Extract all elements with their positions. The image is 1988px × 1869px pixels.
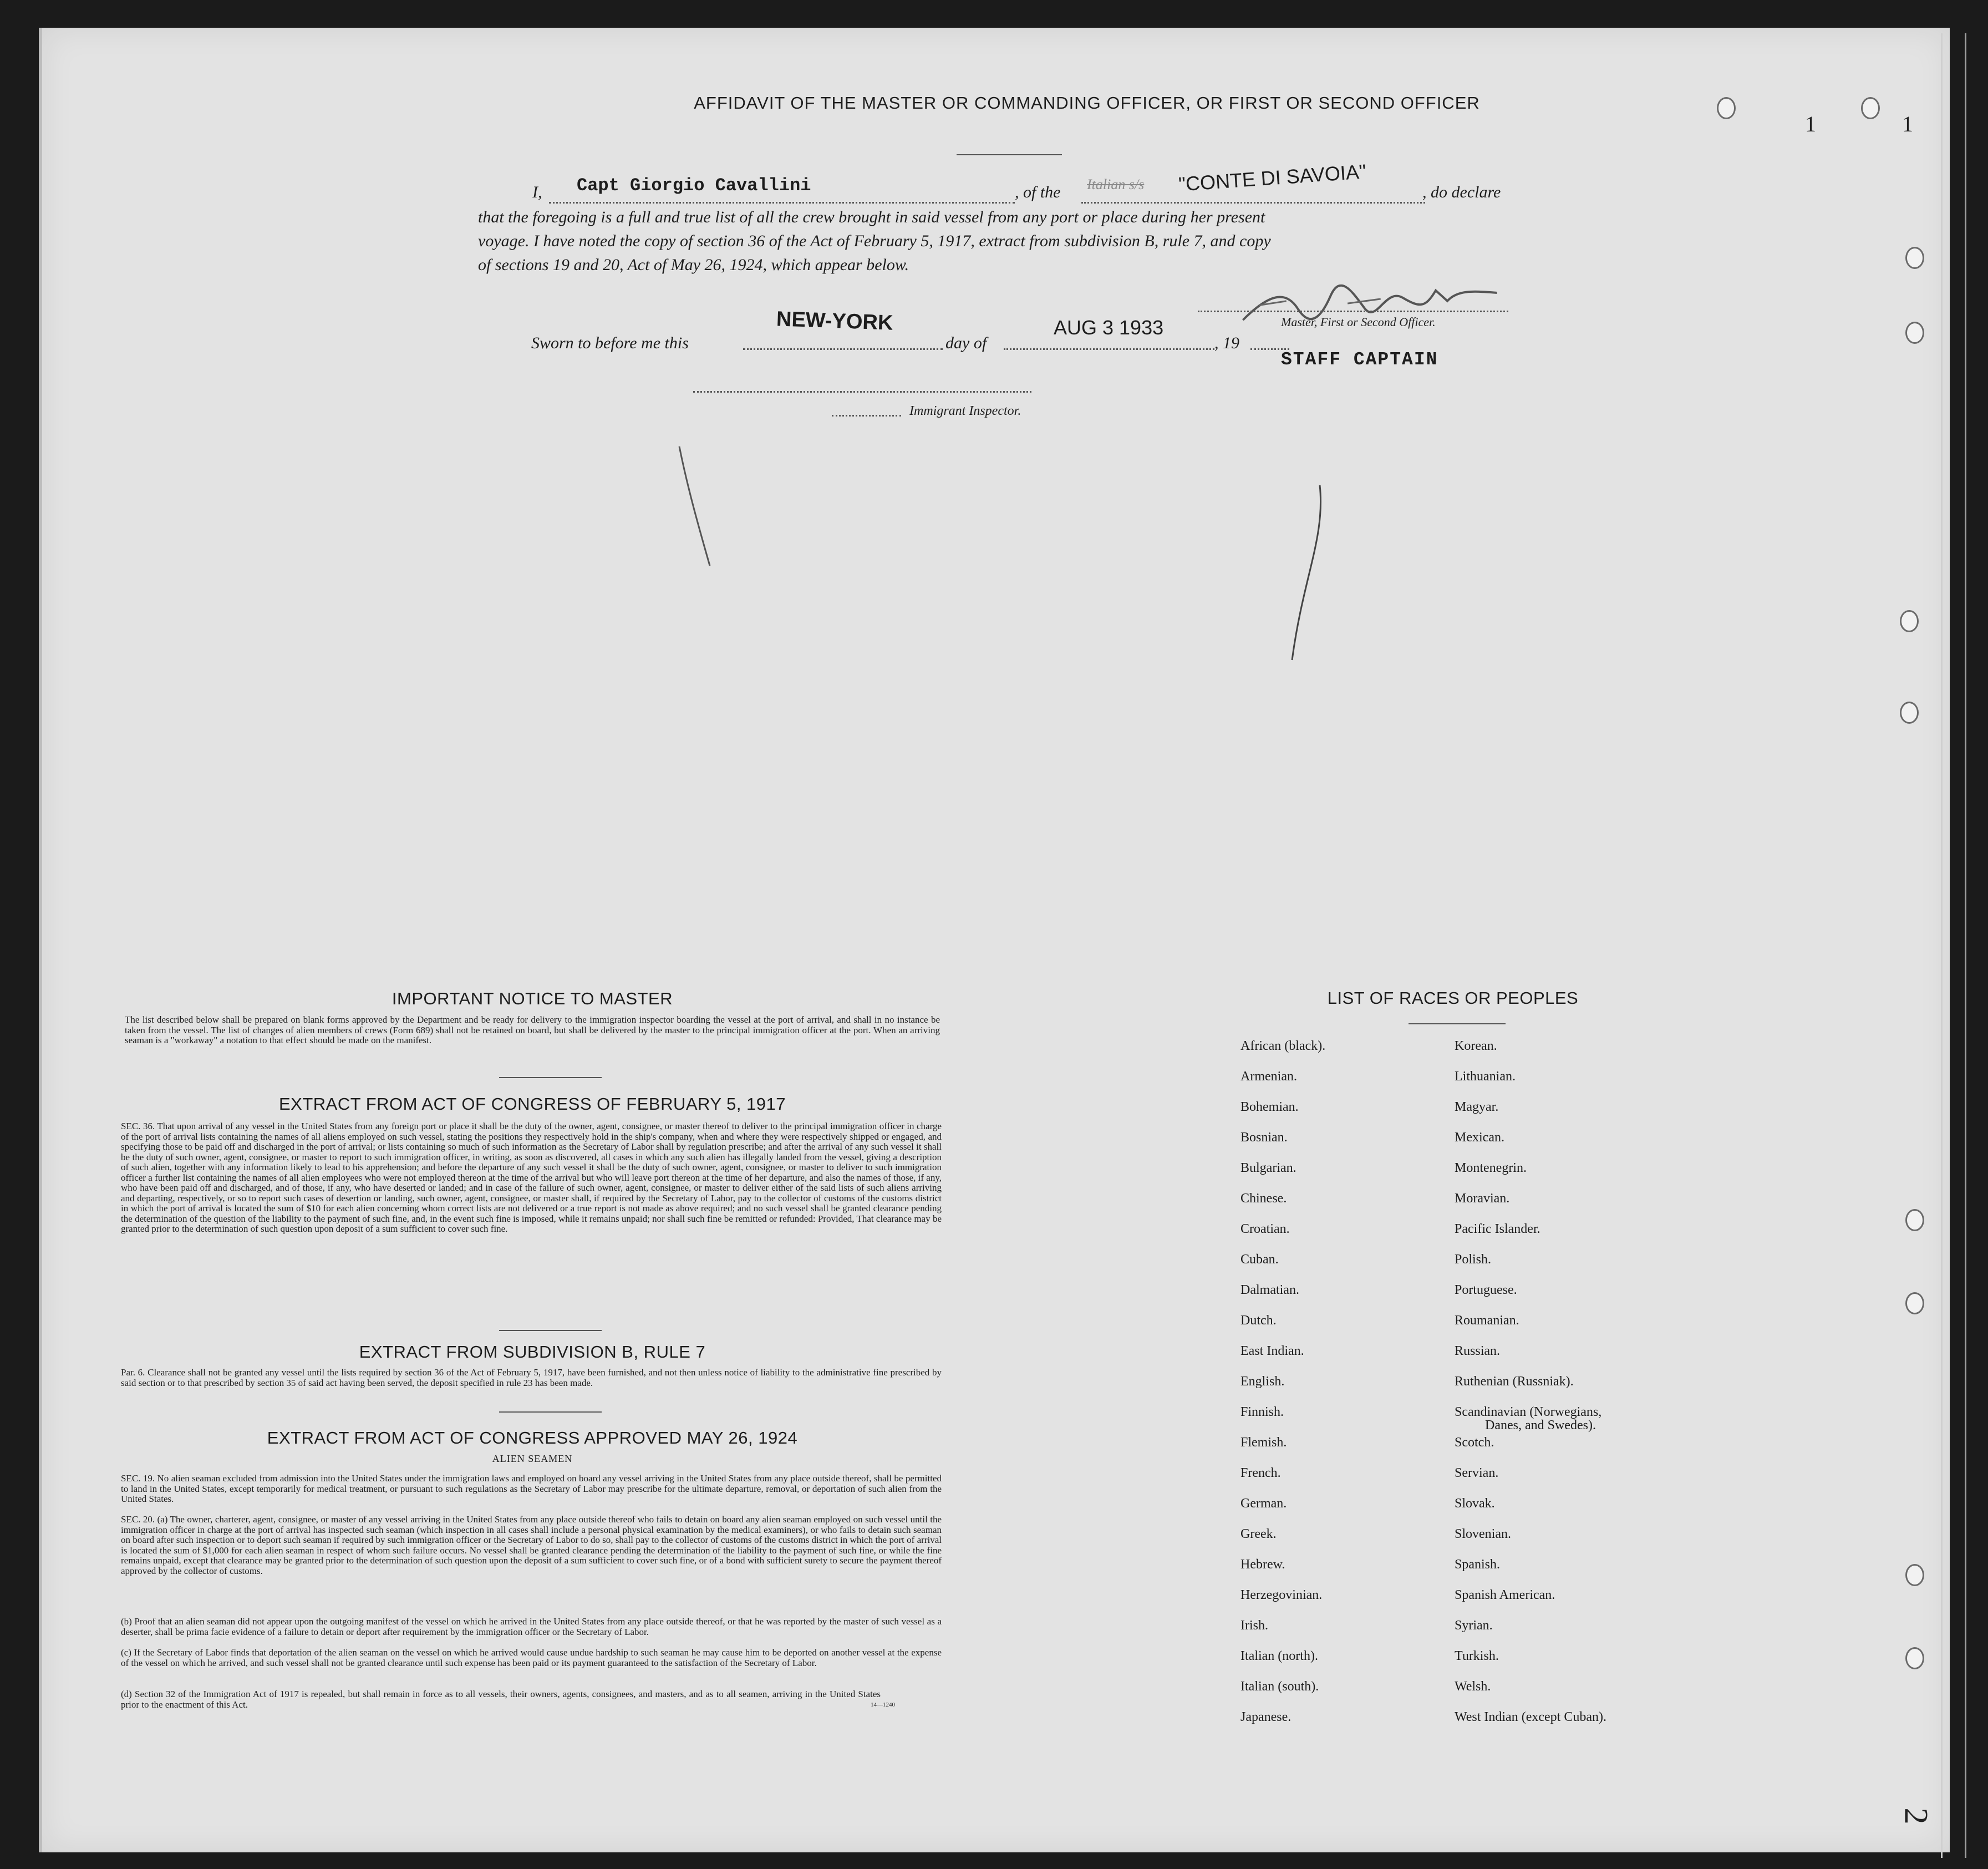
pencil-mark — [1287, 483, 1331, 666]
sec-20a-text: SEC. 20. (a) The owner, charterer, agent, consignee, or master of any vessel arriving in the United States from any place outside thereof who fails to detain on board any alien seaman employed on such vessel until the immigration officer in charge at the port of arrival has inspected such seaman (which inspection in all cases shall include a personal physical examination by the medical examiners), or who fails to detain such seaman on board after such inspection or to deport such seaman if required by such immigration officer or the Secretary of Labor to do so, shall pay to the collector of customs of the customs district in which the port of arrival is located the sum of $1,000 for each alien seaman in respect of whom such failure occurs. No vessel shall be granted clearance pending the determination of the liability to the payment of such fine, or while the fine remains unpaid, except that clearance may be granted prior to the determination of such question upon the deposit of a sum sufficient to cover such fine, or of a bond with sufficient surety to secure the payment thereof approved by the collector of customs. — [121, 1514, 942, 1576]
race-item: East Indian. — [1240, 1344, 1304, 1358]
races-title: LIST OF RACES OR PEOPLES — [1327, 988, 1579, 1008]
race-item: Italian (north). — [1240, 1649, 1318, 1663]
punch-hole — [1717, 97, 1736, 119]
divider — [957, 154, 1062, 155]
race-item: Moravian. — [1455, 1191, 1510, 1206]
fill-line — [549, 202, 1015, 204]
race-item: Magyar. — [1455, 1100, 1499, 1114]
notice-text: The list described below shall be prepared on blank forms approved by the Department and be ready for delivery to the immigration inspector boarding the vessel at the port of arrival, and shall in no instance be taken from the vessel. The list of changes of alien members of crews (Form 689) shall not be retained on board, but shall be delivered by the master to the principal immigration officer at the port. When an arriving seaman is a "workaway" a notation to that effect should be made on the manifest. — [125, 1014, 940, 1045]
divider — [1409, 1023, 1506, 1024]
affidavit-declare: , do declare — [1422, 183, 1501, 201]
race-item: Italian (south). — [1240, 1679, 1319, 1694]
race-item: Pacific Islander. — [1455, 1222, 1540, 1236]
punch-hole — [1905, 1647, 1924, 1669]
punch-hole — [1905, 247, 1924, 269]
year-prefix: , 19 — [1214, 334, 1239, 352]
extract-1924-title: EXTRACT FROM ACT OF CONGRESS APPROVED MAY 26, 1924 — [267, 1428, 798, 1448]
race-item: German. — [1240, 1496, 1287, 1511]
extract-1917-text: SEC. 36. That upon arrival of any vessel in the United States from any foreign port or place it shall be the duty of the owner, agent, consignee, or master thereof to deliver to the principal immigration officer in charge of the port of arrival lists containing the names of all aliens employed on such vessel, stating the positions they respectively hold in the ship's company, when and where they were respectively shipped or engaged, and specifying those to be paid off and discharged in the port of arrival; or lists containing so much of such information as the Secretary of Labor shall by regulation prescribe; and after the arrival of any such vessel it shall be the duty of such owner, agent, consignee, or master to report to such immigration officer, in writing, as soon as discovered, all cases in which any such alien has illegally landed from the vessel, giving a description of such alien, together with any information likely to lead to his apprehension; and before the departure of any such vessel it shall be the duty of such owner, agent, consignee, or master to deliver to such immigration officer a further list containing the names of all alien employees who were not employed thereon at the time of the arrival but who will leave port thereon at the time of her departure, and also the names of those, if any, who have been paid off and discharged, and of those, if any, who have deserted or landed; and in case of the failure of such owner, agent, consignee, or master to deliver either of the said lists of such aliens arriving and departing, respectively, or so to report such cases of desertion or landing, such owner, agent, consignee, or master shall, if required by the Secretary of Labor, pay to the collector of customs of the customs district in which the port of arrival is located the sum of $10 for each alien concerning whom correct lists are not delivered or a true report is not made as above required; and no such vessel shall be granted clearance pending the determination of the question of the liability to the payment of such fine, and, in the event such fine is imposed, while it remains unpaid; nor shall such fine be remitted or refunded: Provided, That clearance may be granted prior to the determination of such question upon deposit of a sum sufficient to cover such fine. — [121, 1121, 942, 1234]
race-item: Roumanian. — [1455, 1313, 1519, 1328]
races-column-1 — [1240, 1039, 1325, 1740]
rule7-title: EXTRACT FROM SUBDIVISION B, RULE 7 — [359, 1342, 706, 1362]
notice-title: IMPORTANT NOTICE TO MASTER — [392, 989, 673, 1008]
punch-hole — [1905, 322, 1924, 344]
race-item: West Indian (except Cuban). — [1455, 1710, 1606, 1724]
extract-1924-subtitle: ALIEN SEAMEN — [492, 1453, 573, 1464]
race-item: Servian. — [1455, 1466, 1499, 1480]
race-item: Korean. — [1455, 1039, 1497, 1053]
race-item-wrapped — [1455, 1405, 1606, 1435]
sec-20d-text: (d) Section 32 of the Immigration Act of 1917 is repealed, but shall remain in force as to all vessels, their owners, agents, consignees, and masters, and as to all seamen, arriving in the United States prior to the enactment of this Act. — [121, 1689, 881, 1710]
race-item: Cuban. — [1240, 1252, 1279, 1267]
races-column-2 — [1455, 1039, 1606, 1740]
race-item: Welsh. — [1455, 1679, 1491, 1694]
affidavit-of-the: , of the — [1015, 183, 1061, 201]
race-item: Scotch. — [1455, 1435, 1494, 1450]
race-item: Ruthenian (Russniak). — [1455, 1374, 1574, 1389]
race-item: Russian. — [1455, 1344, 1501, 1358]
affidavit-title: AFFIDAVIT OF THE MASTER OR COMMANDING OFFICER, OR FIRST OR SECOND OFFICER — [694, 93, 1480, 113]
race-item: Spanish. — [1455, 1557, 1501, 1572]
affidavit-text-line: that the foregoing is a full and true list of all the crew brought in said vessel from any port or place during her present — [478, 208, 1265, 226]
race-item: Bulgarian. — [1240, 1161, 1296, 1175]
divider — [499, 1411, 602, 1413]
rank-stamp: STAFF CAPTAIN — [1281, 349, 1438, 370]
race-item: Bohemian. — [1240, 1100, 1299, 1114]
extract-1917-title: EXTRACT FROM ACT OF CONGRESS OF FEBRUARY 5, 1917 — [278, 1094, 786, 1114]
race-item: English. — [1240, 1374, 1285, 1389]
inspector-caption: Immigrant Inspector. — [909, 404, 1021, 418]
day-of-label: day of — [945, 334, 987, 352]
vessel-prefix: Italian s/s — [1087, 176, 1145, 192]
pencil-mark — [677, 444, 721, 571]
sec-20c-text: (c) If the Secretary of Labor finds that deportation of the alien seaman on the vessel on which he arrived would cause undue hardship to such seaman he may cause him to be deported on another vessel at the expense of the vessel on which he arrived, and such vessel shall not be granted clearance until such expense has been paid or its payment guaranteed to the satisfaction of the Secretary of Labor. — [121, 1647, 942, 1668]
master-name: Capt Giorgio Cavallini — [577, 175, 811, 196]
sworn-date-stamp: AUG 3 1933 — [1054, 316, 1164, 339]
fill-line — [743, 348, 943, 350]
inspector-signature-line — [693, 391, 1031, 393]
sworn-place-stamp: NEW-YORK — [776, 307, 894, 335]
punch-hole — [1905, 1564, 1924, 1586]
race-item: Irish. — [1240, 1618, 1268, 1633]
master-caption: Master, First or Second Officer. — [1281, 315, 1436, 329]
race-item: Slovak. — [1455, 1496, 1495, 1511]
race-item: Armenian. — [1240, 1069, 1297, 1084]
rule7-text: Par. 6. Clearance shall not be granted any vessel until the lists required by section 36 of the Act of February 5, 1917, have been furnished, and not then unless notice of liability to the administrative fine prescribed by said section or to that prescribed by section 35 of said act having been served, the deposit specified in rule 23 has been made. — [121, 1367, 942, 1388]
race-item: Finnish. — [1240, 1405, 1284, 1419]
race-item: Portuguese. — [1455, 1283, 1517, 1297]
race-item: African (black). — [1240, 1039, 1326, 1053]
sec-19-text: SEC. 19. No alien seaman excluded from admission into the United States under the immigration laws and employed on board any vessel arriving in the United States from any place outside thereof, shall be permitted to land in the United States, except temporarily for medical treatment, or pursuant to such regulations as the Secretary of Labor may prescribe for the ultimate departure, removal, or deportation of such alien from the United States. — [121, 1473, 942, 1504]
sworn-prefix: Sworn to before me this — [531, 334, 689, 352]
race-item: Hebrew. — [1240, 1557, 1285, 1572]
margin-mark: 1 — [1805, 111, 1816, 136]
race-item: Slovenian. — [1455, 1527, 1511, 1541]
form-number: 14—1240 — [871, 1702, 895, 1708]
vessel-name: "CONTE DI SAVOIA" — [1177, 160, 1367, 196]
margin-mark: 1 — [1902, 111, 1913, 136]
fill-line — [1004, 348, 1214, 350]
race-item: Montenegrin. — [1455, 1161, 1527, 1175]
punch-hole — [1861, 97, 1880, 119]
race-item: Scandinavian (Norwegians, — [1455, 1405, 1602, 1419]
race-item: Croatian. — [1240, 1222, 1290, 1236]
race-item: Japanese. — [1240, 1710, 1292, 1724]
race-item: Dutch. — [1240, 1313, 1277, 1328]
fill-line — [1081, 202, 1425, 204]
punch-hole — [1900, 702, 1919, 724]
affidavit-pronoun: I, — [532, 183, 542, 201]
punch-hole — [1905, 1209, 1924, 1231]
race-item: Turkish. — [1455, 1649, 1499, 1663]
margin-mark: 2 — [1898, 1807, 1935, 1825]
race-item: Lithuanian. — [1455, 1069, 1516, 1084]
signature-line — [1198, 311, 1508, 312]
affidavit-text-line: voyage. I have noted the copy of section 36 of the Act of February 5, 1917, extract from subdivision B, rule 7, and copy — [478, 232, 1271, 250]
sec-20b-text: (b) Proof that an alien seaman did not appear upon the outgoing manifest of the vessel on which he arrived in the United States from any place outside thereof, or that he was reported by the master of such vessel as a deserter, shall be prima facie evidence of a failure to detain or deport after requirement by the immigration officer or the Secretary of Labor. — [121, 1616, 942, 1637]
race-item: Syrian. — [1455, 1618, 1493, 1633]
race-item: Bosnian. — [1240, 1130, 1288, 1145]
race-item: Polish. — [1455, 1252, 1492, 1267]
race-item-continuation: Danes, and Swedes). — [1485, 1418, 1596, 1433]
divider — [499, 1077, 602, 1078]
race-item: Spanish American. — [1455, 1588, 1555, 1602]
race-item: Herzegovinian. — [1240, 1588, 1323, 1602]
affidavit-text-line: of sections 19 and 20, Act of May 26, 1924, which appear below. — [478, 256, 909, 274]
race-item: Chinese. — [1240, 1191, 1287, 1206]
race-item: Mexican. — [1455, 1130, 1504, 1145]
document-sheet — [39, 28, 1950, 1852]
race-item: Greek. — [1240, 1527, 1277, 1541]
race-item: French. — [1240, 1466, 1281, 1480]
fill-line — [832, 415, 901, 417]
punch-hole — [1900, 610, 1919, 632]
race-item: Flemish. — [1240, 1435, 1287, 1450]
divider — [499, 1330, 602, 1331]
punch-hole — [1905, 1292, 1924, 1314]
page-stack-edge — [1941, 33, 1966, 1858]
race-item: Dalmatian. — [1240, 1283, 1299, 1297]
